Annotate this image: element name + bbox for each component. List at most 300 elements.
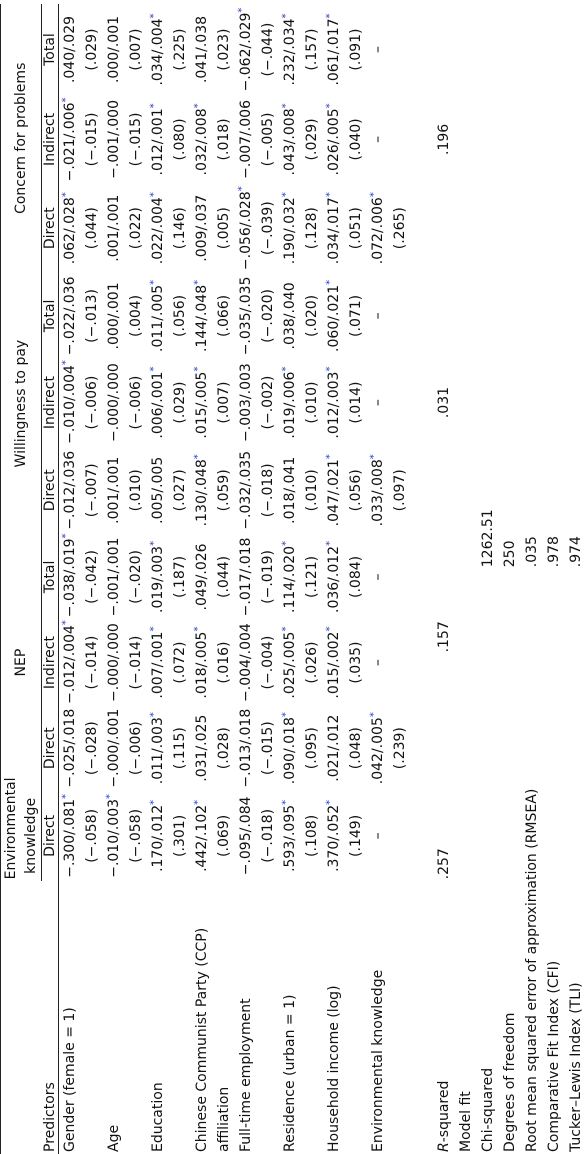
standardized-cell: (−.042) (84, 550, 100, 604)
coefficient-cell (323, 359, 345, 446)
coefficient-cell (59, 273, 82, 360)
standardized-cell: (−.015) (128, 112, 144, 167)
coefficient-cell (59, 446, 82, 535)
significance-asterisk: * (148, 192, 160, 198)
coefficient-value: −.004/.004 (238, 623, 254, 702)
coefficient-cell (279, 273, 301, 360)
coefficient-value: .043/.008 (282, 108, 298, 176)
coefficient-cell (147, 184, 169, 273)
standardized-cell (389, 273, 411, 360)
significance-asterisk: * (324, 366, 336, 372)
coefficient-cell (279, 790, 301, 881)
significance-asterisk: * (280, 103, 292, 109)
coefficient-cell (235, 790, 257, 881)
coefficient-cell (367, 184, 389, 273)
significance-asterisk: * (324, 799, 336, 805)
coefficient-value: .038/.040 (282, 282, 298, 350)
significance-asterisk: * (148, 799, 160, 805)
coefficient-value: .000/.001 (106, 282, 122, 350)
coefficient-cell (191, 790, 213, 881)
coefficient-cell (103, 359, 125, 446)
coefficient-cell (103, 619, 125, 706)
standardized-cell: (.007) (216, 381, 232, 424)
significance-asterisk: * (280, 712, 292, 718)
significance-asterisk: * (192, 279, 204, 285)
table-row-se (213, 4, 235, 1154)
coefficient-cell (59, 535, 82, 620)
table-row-se (125, 4, 147, 1154)
significance-asterisk: * (280, 799, 292, 805)
coefficient-value: .012/.001 (150, 108, 166, 176)
predictor-label: Gender (female = 1) (62, 1007, 78, 1152)
standardized-cell: (−.006) (84, 375, 100, 430)
standardized-cell: (.265) (392, 207, 408, 250)
standardized-cell: (−.006) (128, 375, 144, 430)
group-header-row (1, 4, 42, 1154)
subheader-cell: Total (42, 273, 59, 360)
coefficient-value: −.022/.036 (62, 276, 78, 356)
coefficient-value: .034/.004 (150, 18, 166, 86)
subheader-cell: Direct (42, 184, 59, 273)
coefficient-value: .040/.029 (62, 15, 78, 84)
coefficient-value: .114/.020 (282, 545, 298, 613)
significance-asterisk: * (148, 279, 160, 285)
coefficient-cell (235, 446, 257, 535)
coefficient-value: .090/.018 (282, 717, 298, 785)
coefficient-cell (59, 706, 82, 791)
significance-asterisk: * (236, 186, 248, 192)
standardized-cell: (.301) (172, 814, 188, 857)
coefficient-cell (279, 535, 301, 620)
coefficient-cell (279, 619, 301, 706)
coefficient-value: .018/.005 (194, 631, 210, 699)
standardized-cell: (.044) (84, 207, 100, 250)
predictor-label: Chinese Communist Party (CCP) (194, 927, 210, 1152)
coefficient-value: – (370, 46, 386, 54)
coefficient-value: .041/.038 (194, 15, 210, 84)
coefficient-value: .036/.012 (326, 545, 342, 613)
significance-asterisk: * (368, 454, 380, 460)
coefficient-cell (279, 446, 301, 535)
table-row-se (169, 4, 191, 1154)
standardized-cell (389, 535, 411, 620)
standardized-cell: (−.058) (128, 808, 144, 863)
coefficient-value: −.056/.028 (238, 191, 254, 271)
standardized-cell: (.149) (348, 814, 364, 857)
predictor-label-cont: affiliation (216, 1086, 232, 1152)
coefficient-value: .232/.034 (282, 18, 298, 86)
standardized-cell: (.072) (172, 641, 188, 684)
coefficient-cell (191, 95, 213, 184)
coefficient-value: – (370, 135, 386, 143)
coefficient-value: .005/.005 (150, 456, 166, 524)
coefficient-value: .000/.001 (106, 15, 122, 84)
significance-asterisk: * (324, 540, 336, 546)
coefficient-cell (367, 273, 389, 360)
coefficient-value: .047/.021 (326, 459, 342, 527)
subheader-cell: Total (42, 4, 59, 95)
standardized-cell: (.059) (216, 469, 232, 512)
coefficient-cell (103, 95, 125, 184)
coefficient-cell (323, 273, 345, 360)
predictor-label: Age (106, 1124, 122, 1152)
coefficient-value: −.007/.006 (238, 100, 254, 179)
coefficient-cell (103, 790, 125, 881)
coefficient-cell (323, 535, 345, 620)
table-row (367, 4, 389, 1154)
coefficient-cell (191, 273, 213, 360)
standardized-cell: (.048) (348, 727, 364, 770)
standardized-cell: (.029) (172, 381, 188, 424)
significance-asterisk: * (60, 533, 72, 539)
standardized-cell: (.023) (216, 28, 232, 71)
coefficient-value: .049/.026 (194, 543, 210, 611)
coefficient-cell (59, 95, 82, 184)
predictor-label-cont (301, 881, 323, 1154)
r-squared-value: .031 (436, 386, 452, 419)
standardized-cell: (.115) (172, 727, 188, 770)
coefficient-value: .022/.004 (150, 197, 166, 265)
coefficient-cell (367, 619, 389, 706)
significance-asterisk: * (280, 192, 292, 198)
r-squared-value: .257 (436, 848, 452, 880)
significance-asterisk: * (324, 103, 336, 109)
significance-asterisk: * (192, 454, 204, 460)
standardized-cell: (.069) (216, 814, 232, 857)
standardized-cell: (.014) (348, 381, 364, 424)
standardized-cell: (.027) (172, 469, 188, 512)
subheader-cell: Indirect (42, 95, 59, 184)
fit-stat-label: Degrees of freedom (502, 1012, 518, 1152)
coefficient-cell (147, 4, 169, 95)
coefficient-value: .007/.001 (150, 631, 166, 699)
coefficient-cell (191, 706, 213, 791)
coefficient-value: −.001/.000 (106, 100, 122, 179)
predictors-header: Predictors (1, 881, 59, 1154)
coefficient-cell (323, 4, 345, 95)
table-row (147, 4, 169, 1154)
standardized-cell: (.040) (348, 118, 364, 161)
coefficient-value: −.003/.003 (238, 363, 254, 442)
standardized-cell: (−.006) (128, 721, 144, 776)
standardized-cell: (−.015) (260, 721, 276, 776)
standardized-cell: (−.014) (84, 635, 100, 690)
standardized-cell: (.095) (304, 727, 320, 770)
coefficient-value: −.300/.081 (62, 798, 78, 878)
coefficient-cell (147, 446, 169, 535)
coefficient-cell (147, 790, 169, 881)
coefficient-value: .370/.052 (326, 804, 342, 872)
coefficient-cell (103, 706, 125, 791)
coefficient-value: −.012/.036 (62, 450, 78, 530)
significance-asterisk: * (324, 454, 336, 460)
coefficient-cell (103, 535, 125, 620)
standardized-cell: (.051) (348, 207, 364, 250)
significance-asterisk: * (280, 540, 292, 546)
coefficient-value: .190/.032 (282, 197, 298, 265)
group-environmental-knowledge: Environmental knowledge (1, 790, 42, 881)
significance-asterisk: * (368, 712, 380, 718)
table-row (191, 4, 213, 1154)
coefficient-cell (279, 4, 301, 95)
coefficient-cell (103, 446, 125, 535)
coefficient-value: −.032/.035 (238, 450, 254, 530)
coefficient-value: −.035/.035 (238, 276, 254, 356)
predictor-label: Education (150, 1082, 166, 1152)
coefficient-cell (103, 184, 125, 273)
standardized-cell: (.056) (348, 469, 364, 512)
fit-stat-label: Comparative Fit Index (CFI) (546, 960, 562, 1152)
coefficient-value: −.000/.000 (106, 623, 122, 702)
significance-asterisk: * (148, 366, 160, 372)
fit-stat-row (521, 4, 543, 1154)
coefficient-cell (279, 359, 301, 446)
significance-asterisk: * (148, 626, 160, 632)
standardized-cell: (.066) (216, 294, 232, 337)
standardized-cell: (−.013) (84, 288, 100, 343)
standardized-cell: (−.044) (260, 22, 276, 77)
coefficient-value: – (370, 573, 386, 581)
fit-stat-row (565, 4, 587, 1154)
coefficient-cell (279, 95, 301, 184)
coefficient-cell (147, 535, 169, 620)
subheader-cell: Direct (42, 790, 59, 881)
coefficient-cell (235, 273, 257, 360)
table-row (279, 4, 301, 1154)
standardized-cell: (.016) (216, 641, 232, 684)
fit-stat-row (499, 4, 521, 1154)
coefficient-value: −.025/.018 (62, 708, 78, 788)
predictor-label: Household income (log) (326, 985, 342, 1152)
r-squared-row (433, 4, 455, 1154)
coefficient-cell (59, 4, 82, 95)
coefficient-cell (191, 619, 213, 706)
standardized-cell: (−.020) (260, 288, 276, 343)
coefficient-value: – (370, 832, 386, 840)
coefficient-value: .011/.005 (150, 284, 166, 352)
coefficient-value: .009/.037 (194, 194, 210, 262)
coefficient-value: .593/.095 (282, 804, 298, 872)
standardized-cell: (−.002) (260, 375, 276, 430)
significance-asterisk: * (148, 712, 160, 718)
coefficient-value: −.038/.019 (62, 538, 78, 618)
coefficient-value: .042/.005 (370, 717, 386, 785)
predictor-label-cont (345, 881, 367, 1154)
standardized-cell: (.146) (172, 207, 188, 250)
coefficient-cell (235, 706, 257, 791)
fit-stat-label: Tucker–Lewis Index (TLI) (568, 982, 584, 1152)
standardized-cell: (.121) (304, 555, 320, 598)
fit-stat-value: 1262.51 (480, 509, 496, 568)
coefficient-value: −.010/.003 (106, 798, 122, 878)
predictor-label-cont (81, 881, 103, 1154)
model-fit-row (455, 4, 477, 1154)
subheader-cell: Direct (42, 706, 59, 791)
coefficient-cell (367, 95, 389, 184)
significance-asterisk: * (192, 626, 204, 632)
table-row (323, 4, 345, 1154)
standardized-cell: (.010) (304, 469, 320, 512)
table-row-se (81, 4, 103, 1154)
standardized-cell: (.035) (348, 641, 364, 684)
standardized-cell: (−.018) (260, 808, 276, 863)
fit-stat-row (477, 4, 499, 1154)
coefficient-cell (367, 535, 389, 620)
standardized-cell: (−.039) (260, 201, 276, 256)
standardized-cell: (.157) (304, 28, 320, 71)
coefficient-value: .060/.021 (326, 284, 342, 352)
fit-stat-value: .974 (568, 536, 584, 568)
coefficient-value: .170/.012 (150, 804, 166, 872)
subheader-cell: Direct (42, 446, 59, 535)
coefficient-value: .062/.028 (62, 197, 78, 265)
coefficient-value: – (370, 312, 386, 320)
coefficient-cell (59, 619, 82, 706)
standardized-cell: (.026) (304, 641, 320, 684)
standardized-cell: (.022) (128, 207, 144, 250)
standardized-cell: (.056) (172, 294, 188, 337)
coefficient-cell (323, 706, 345, 791)
coefficient-value: .033/.008 (370, 459, 386, 527)
standardized-cell: (.005) (216, 207, 232, 250)
standardized-cell: (.020) (304, 294, 320, 337)
coefficient-value: .012/.003 (326, 371, 342, 439)
fit-stat-value: .035 (524, 536, 540, 568)
coefficient-value: −.062/.029 (238, 12, 254, 92)
coefficient-value: .026/.005 (326, 108, 342, 176)
coefficient-cell (323, 619, 345, 706)
standardized-cell: (.018) (216, 118, 232, 161)
standardized-cell: (−.058) (84, 808, 100, 863)
coefficient-value: .019/.006 (282, 371, 298, 439)
significance-asterisk: * (280, 366, 292, 372)
predictor-label-cont (257, 881, 279, 1154)
significance-asterisk: * (324, 13, 336, 19)
significance-asterisk: * (236, 7, 248, 13)
standardized-cell: (.239) (392, 727, 408, 770)
standardized-cell: (−.019) (260, 550, 276, 604)
standardized-cell: (−.028) (84, 721, 100, 776)
table-row-se (301, 4, 323, 1154)
subheader-cell: Indirect (42, 359, 59, 446)
r-squared-value: .196 (436, 123, 452, 155)
coefficient-value: .015/.002 (326, 631, 342, 699)
fit-stat-value: .978 (546, 536, 562, 568)
coefficient-cell (235, 359, 257, 446)
table-row-se (257, 4, 279, 1154)
table-row-se (345, 4, 367, 1154)
coefficient-cell (59, 359, 82, 446)
coefficient-cell (147, 273, 169, 360)
standardized-cell: (.007) (128, 28, 144, 71)
coefficient-cell (367, 4, 389, 95)
coefficient-cell (191, 535, 213, 620)
coefficient-value: .032/.008 (194, 108, 210, 176)
standardized-cell (389, 95, 411, 184)
coefficient-value: .025/.005 (282, 631, 298, 699)
predictor-label-cont (125, 881, 147, 1154)
standardized-cell: (.225) (172, 28, 188, 71)
significance-asterisk: * (280, 13, 292, 19)
coefficient-value: −.095/.084 (238, 796, 254, 876)
coefficient-value: −.012/.004 (62, 625, 78, 704)
coefficient-value: .011/.003 (150, 717, 166, 785)
coefficient-cell (103, 4, 125, 95)
standardized-cell: (−.007) (84, 463, 100, 518)
coefficient-cell (103, 273, 125, 360)
coefficient-cell (367, 790, 389, 881)
standardized-cell: (.010) (128, 469, 144, 512)
significance-asterisk: * (104, 793, 116, 799)
coefficient-cell (235, 619, 257, 706)
significance-asterisk: * (60, 97, 72, 103)
standardized-cell (389, 359, 411, 446)
coefficient-value: .072/.006 (370, 197, 386, 265)
coefficient-value: −.021/.006 (62, 102, 78, 182)
coefficient-cell (191, 359, 213, 446)
standardized-cell: (.071) (348, 294, 364, 337)
significance-asterisk: * (324, 279, 336, 285)
coefficient-value: – (370, 659, 386, 667)
group-willingness-to-pay: Willingness to pay (1, 273, 42, 535)
coefficient-cell (235, 535, 257, 620)
predictor-label: Full-time employment (238, 998, 254, 1152)
standardized-cell: (.028) (216, 727, 232, 770)
standardized-cell: (.044) (216, 555, 232, 598)
standardized-cell (389, 619, 411, 706)
standardized-cell: (−.014) (128, 635, 144, 690)
fit-stat-label: Root mean squared error of approximation (RMSEA) (524, 788, 540, 1152)
significance-asterisk: * (280, 626, 292, 632)
significance-asterisk: * (192, 366, 204, 372)
significance-asterisk: * (60, 360, 72, 366)
coefficient-value: .021/.012 (326, 714, 342, 782)
coefficient-value: −.001/.001 (106, 537, 122, 617)
standardized-cell: (.097) (392, 469, 408, 512)
predictor-label-cont (169, 881, 191, 1154)
table-row (59, 4, 82, 1154)
coefficient-value: .061/.017 (326, 18, 342, 86)
sem-results-table (0, 4, 587, 1154)
coefficient-value: – (370, 399, 386, 407)
group-concern-for-problems: Concern for problems (1, 4, 42, 273)
r-squared-value: .157 (436, 621, 452, 653)
significance-asterisk: * (60, 620, 72, 626)
coefficient-value: .130/.048 (194, 459, 210, 527)
coefficient-value: .001/.001 (106, 456, 122, 524)
standardized-cell: (−.004) (260, 635, 276, 690)
fit-stat-value: 250 (502, 540, 518, 568)
significance-asterisk: * (148, 540, 160, 546)
standardized-cell: (−.018) (260, 463, 276, 518)
coefficient-cell (147, 359, 169, 446)
coefficient-value: −.017/.018 (238, 537, 254, 617)
subheader-cell: Total (42, 535, 59, 620)
coefficient-cell (191, 4, 213, 95)
coefficient-cell (279, 184, 301, 273)
coefficient-cell (147, 619, 169, 706)
model-fit-label: Model fit (458, 1091, 474, 1152)
predictor-label: Residence (urban = 1) (282, 994, 298, 1152)
coefficient-cell (323, 95, 345, 184)
coefficient-value: .019/.003 (150, 545, 166, 613)
standardized-cell: (.091) (348, 28, 364, 71)
table-row (103, 4, 125, 1154)
coefficient-cell (235, 95, 257, 184)
standardized-cell: (.187) (172, 555, 188, 598)
coefficient-cell (279, 706, 301, 791)
coefficient-value: −.000/.001 (106, 708, 122, 788)
